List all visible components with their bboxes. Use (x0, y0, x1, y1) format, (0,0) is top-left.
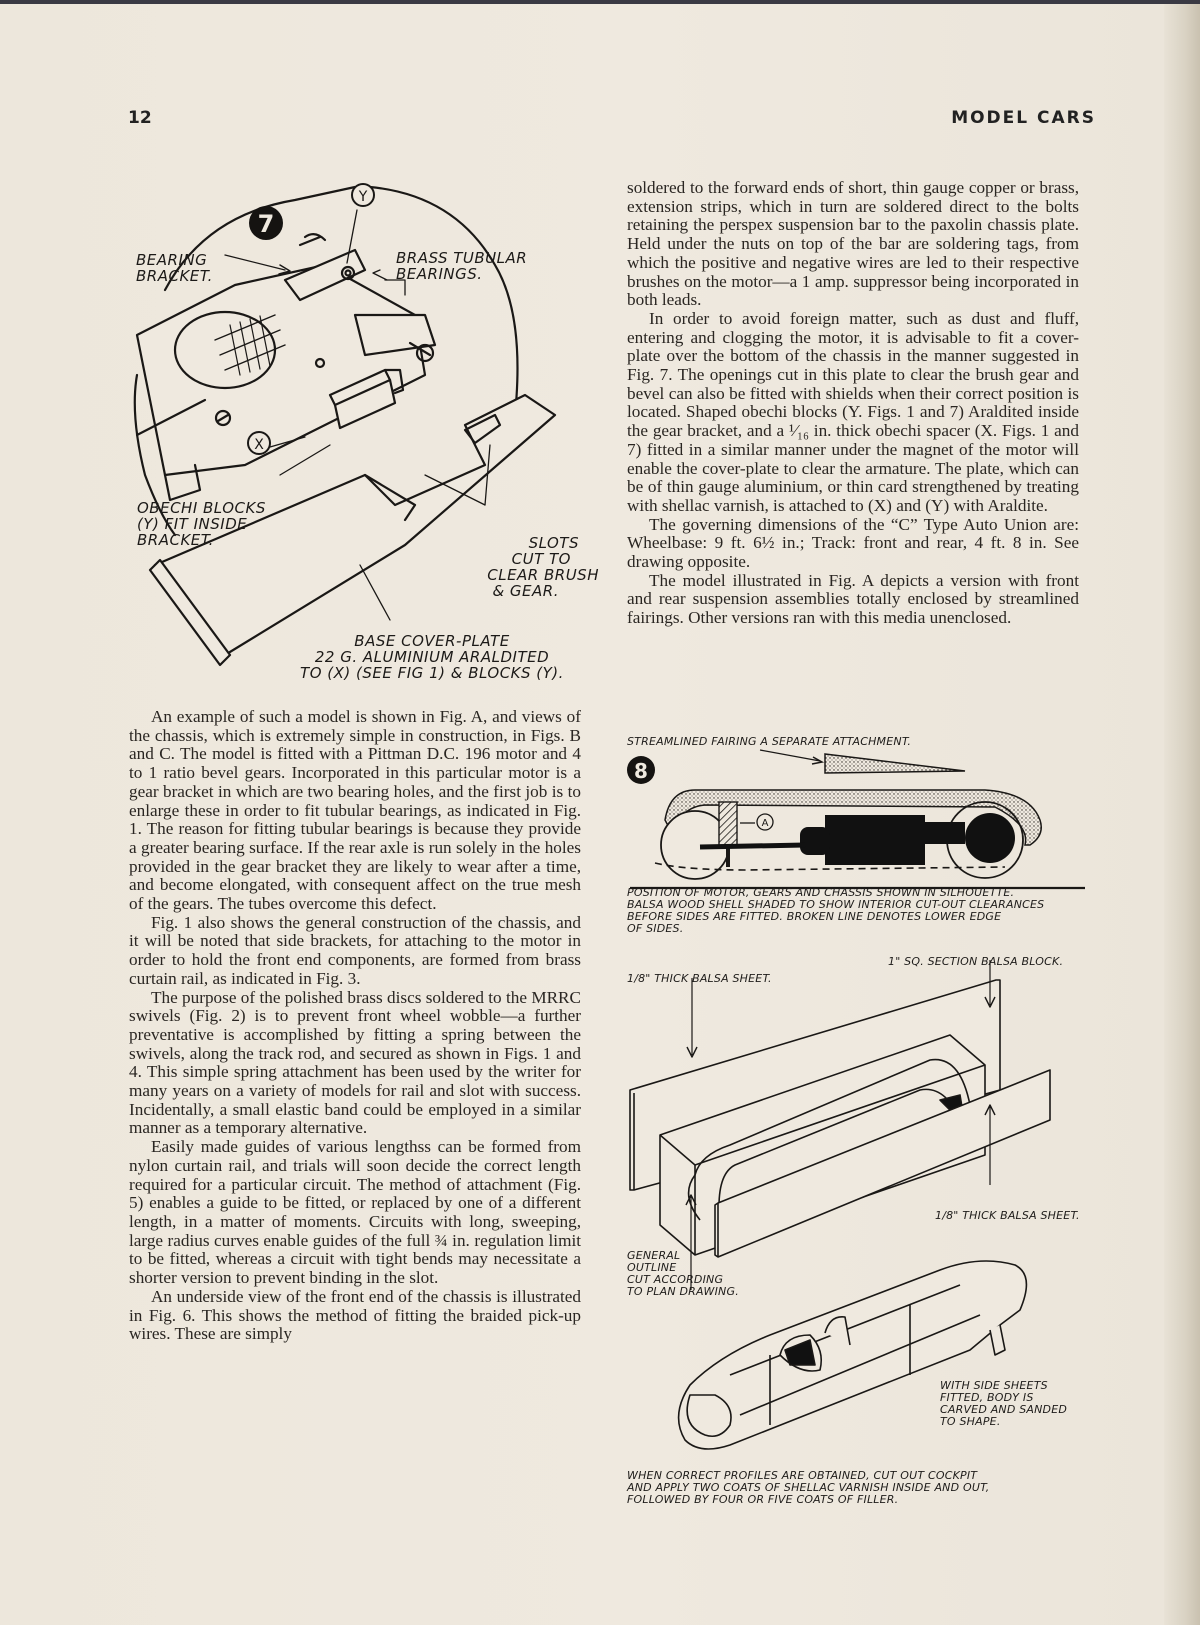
label-brass-tubular-bearings: BRASS TUBULAR BEARINGS. (396, 249, 528, 283)
paragraph: An underside view of the front end of the chassis is illustrated in Fig. 6. This shows the method of fitting the braided pick-up wires. These are simply (129, 1286, 581, 1344)
label-balsa-sheet-top: 1/8" THICK BALSA SHEET. (627, 972, 772, 985)
paragraph: In order to avoid foreign matter, such as dust and fluff, entering and clogging the motor, it is advisable to fit a cover-plate over the bottom of the chassis in the manner suggested in Fig. 7. The openings cut in this plate to clear the brush gear and bevel can also be fitted with shields when their correct position is located. Shaped obechi blocks (Y. Figs. 1 and 7) Araldited inside the gear bracket, and a ¹⁄₁₆ in. thick obechi spacer (X. Figs. 1 and 7) fitted in a similar manner under the magnet of the motor will enable the cover-plate to clear the armature. The plate, which can be of thin gauge aluminium, or thin card strengthened by treating with shellac varnish, is attached to (X) and (Y) with Araldite. (627, 308, 1079, 515)
paragraph: An example of such a model is shown in Fig. A, and views of the chassis, which is extremely simple in construction, in Figs. B and C. The model is fitted with a Pittman D.C. 196 motor and 4 to 1 ratio bevel gears. Incorporated in this particular motor is a gear bracket in which are two bearing holes, and the first job is to enlarge these in order to fit tubular bearings, as indicated in Fig. 1. The reason for fitting tubular bearings is because they provide a greater bearing surface. If the rear axle is run solely in the holes provided in the gear bracket they are likely to wear after a time, and become elongated, with consequent affect on the true mesh of the gears. The tubes overcome this defect. (129, 707, 581, 914)
label-carved-body: WITH SIDE SHEETS FITTED, BODY IS CARVED AND SANDED TO SHAPE. (940, 1379, 1068, 1428)
bottom-figure-caption: WHEN CORRECT PROFILES ARE OBTAINED, CUT OUT COCKPIT AND APPLY TWO COATS OF SHELLAC VARNISH INSIDE AND OUT, FOLLOWED BY FOUR OR FIVE COATS OF FILLER. (627, 1469, 990, 1506)
paragraph: soldered to the forward ends of short, thin gauge copper or brass, extension strips, which in turn are soldered direct to the bolts retaining the perspex suspension bar to the paxolin chassis plate. Held under the nuts on top of the bar are soldering tags, from which the positive and negative wires are led to their respective brushes on the motor—a 1 amp. suppressor being incorporated in both leads. (627, 178, 1079, 310)
running-title: MODEL CARS (951, 108, 1096, 128)
paragraph: The governing dimensions of the “C” Type Auto Union are: Wheelbase: 9 ft. 6½ in.; Track: front and rear, 4 ft. 8 in. See drawing opposite. (627, 514, 1079, 572)
article-right-column (627, 179, 1079, 628)
label-bearing-bracket: BEARING BRACKET. (136, 251, 213, 285)
label-general-outline: GENERAL OUTLINE CUT ACCORDING TO PLAN DRAWING. (627, 1249, 739, 1298)
label-balsa-block: 1" SQ. SECTION BALSA BLOCK. (888, 955, 1064, 968)
svg-text:A: A (761, 818, 769, 829)
page-edge-shadow (1164, 4, 1200, 1625)
paragraph: The purpose of the polished brass discs soldered to the MRRC swivels (Fig. 2) is to prevent front wheel wobble—a further preventative is accomplished by fitting a spring between the swivels, along the track rod, and secured as shown in Figs. 1 and 4. This simple spring attachment has been used by the writer for many years on a variety of models for rail and slot with success. Incidentally, a small elastic band could be employed in a similar manner as a temporary alternative. (129, 987, 581, 1138)
article-left-column (129, 708, 581, 1344)
label-base-cover-plate: BASE COVER-PLATE 22 G. ALUMINIUM ARALDITED TO (X) (SEE FIG 1) & BLOCKS (Y). (300, 632, 564, 682)
figure-8-top-label: STREAMLINED FAIRING A SEPARATE ATTACHMENT. (627, 735, 912, 748)
svg-text:Y: Y (358, 189, 368, 205)
svg-text:7: 7 (257, 210, 275, 238)
label-balsa-sheet-bottom: 1/8" THICK BALSA SHEET. (935, 1209, 1080, 1222)
paragraph: Fig. 1 also shows the general construction of the chassis, and it will be noted that side brackets, for attaching to the motor in order to hold the front end components, are formed from brass curtain rail, as indicated in Fig. 3. (129, 912, 581, 988)
figure-8-illustration (625, 745, 1085, 895)
figure-8-caption: POSITION OF MOTOR, GEARS AND CHASSIS SHOWN IN SILHOUETTE. BALSA WOOD SHELL SHADED TO SHOW INTERIOR CUT-OUT CLEARANCES BEFORE SIDES ARE FITTED. BROKEN LINE DENOTES LOWER EDGE OF SIDES. (627, 886, 1045, 935)
paragraph: The model illustrated in Fig. A depicts a version with front and rear suspension assemblies totally enclosed by streamlined fairings. Other versions ran with this media unenclosed. (627, 570, 1079, 628)
label-slots: SLOTS CUT TO CLEAR BRUSH & GEAR. (487, 534, 599, 600)
label-obechi-blocks: OBECHI BLOCKS (Y) FIT INSIDE BRACKET. (137, 499, 266, 549)
paragraph: Easily made guides of various lengthss can be formed from nylon curtain rail, and trials will soon decide the correct length required for a particular circuit. The method of attachment (Fig. 5) enables a guide to be fitted, or replaced by one of a different length, in a matter of moments. Circuits with long, sweeping, large radius curves enable guides of the full ¾ in. regulation limit to be fitted, whereas a circuit with tight bends may necessitate a shorter version to prevent binding in the slot. (129, 1137, 581, 1288)
svg-text:X: X (254, 437, 264, 453)
svg-text:8: 8 (634, 759, 648, 783)
page-number: 12 (128, 108, 152, 128)
